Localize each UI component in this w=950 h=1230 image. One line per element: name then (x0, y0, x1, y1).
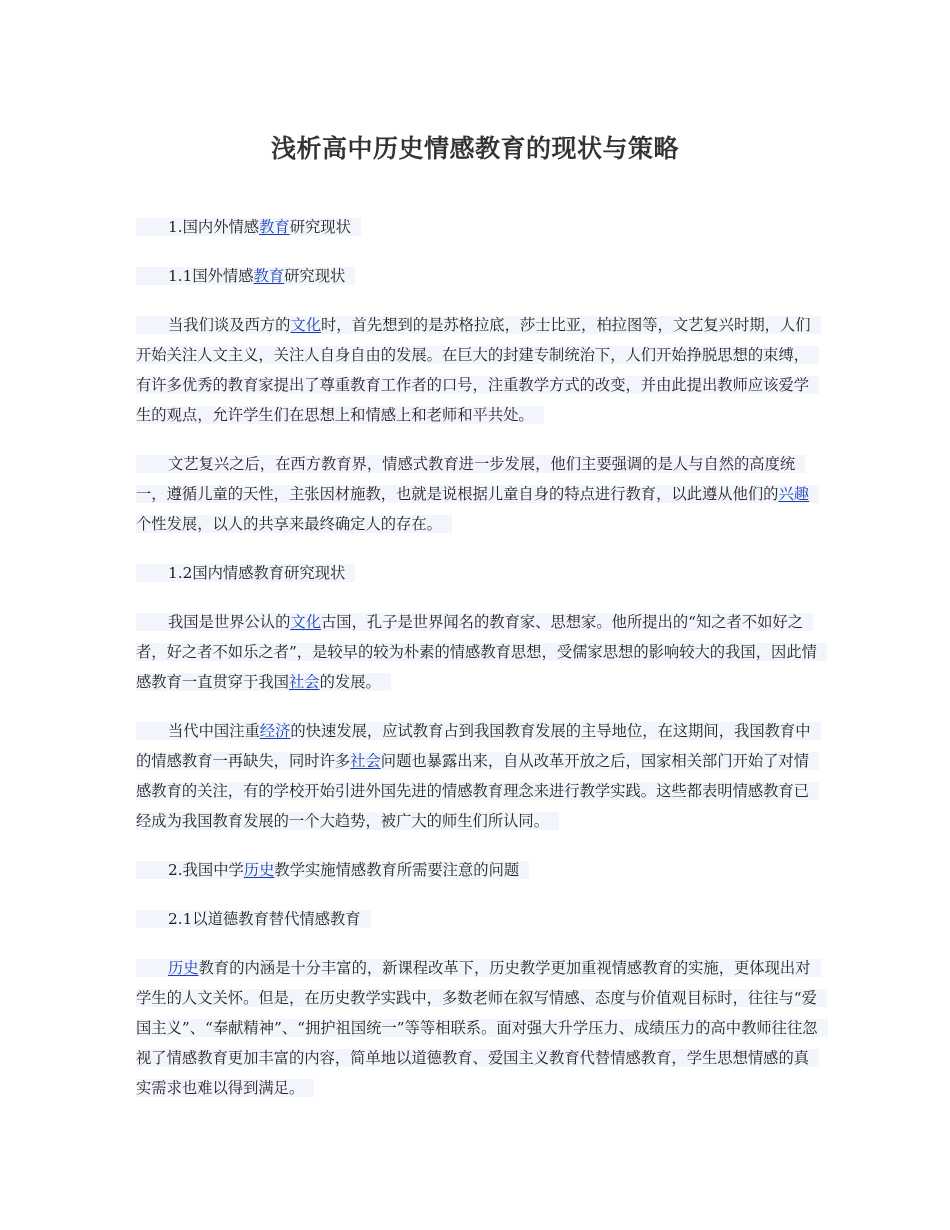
paragraph (136, 449, 820, 539)
paragraph-text (136, 861, 529, 879)
text-segment: 1.1国外情感 (168, 267, 254, 285)
text-segment: 的快速发展，应试教育占到我国教育发展的主导地位，在这期间，我国教育中的情感教育一再缺失，同时许多 (136, 722, 811, 770)
text-segment: 2.1以道德教育替代情感教育 (168, 910, 361, 928)
paragraph (136, 855, 820, 885)
paragraph-text (136, 910, 371, 928)
text-segment: 研究现状 (284, 267, 346, 285)
paragraph (136, 953, 820, 1103)
keyword-link[interactable]: 社会 (350, 752, 381, 770)
paragraph-text (136, 613, 827, 691)
document-title: 浅析高中历史情感教育的现状与策略 (270, 133, 679, 163)
text-segment: 教学实施情感教育所需要注意的问题 (274, 861, 520, 879)
document-body (136, 212, 820, 1103)
keyword-link[interactable]: 兴趣 (778, 485, 810, 503)
text-segment: 研究现状 (289, 218, 351, 236)
paragraph (136, 310, 820, 430)
paragraph-text (136, 722, 821, 830)
text-segment: 当代中国注重 (168, 722, 260, 740)
paragraph-text (136, 564, 355, 582)
keyword-link[interactable]: 教育 (259, 218, 290, 236)
keyword-link[interactable]: 社会 (288, 673, 320, 691)
keyword-link[interactable]: 历史 (168, 959, 199, 977)
text-segment: 古国，孔子是世界闻名的教育家、思想家。他所提出的“知之者不如好之者，好之者不如乐之者”，是较早的较为朴素的情感教育思想，受儒家思想的影响较大的我国，因此情感教育一直贯穿于我国 (136, 613, 817, 691)
text-segment: 2.我国中学 (168, 861, 244, 879)
paragraph (136, 558, 820, 588)
keyword-link[interactable]: 文化 (290, 316, 321, 334)
text-segment: 教育的内涵是十分丰富的，新课程改革下，历史教学更加重视情感教育的实施，更体现出对学生的人文关怀。但是，在历史教学实践中，多数老师在叙写情感、态度与价值观目标时，往往与“爱国主义”、“奉献精神”、“拥护祖国统一”等等相联系。面对强大升学压力、成绩压力的高中教师往往忽视了情感教育更加丰富的内容，简单地以道德教育、爱国主义教育代替情感教育，学生思想情感的真实需求也难以得到满足。 (136, 959, 818, 1097)
paragraph (136, 607, 820, 697)
text-segment: 文艺复兴之后，在西方教育界，情感式教育进一步发展，他们主要强调的是人与自然的高度统一，遵循儿童的天性，主张因材施教，也就是说根据儿童自身的特点进行教育，以此遵从他们的 (136, 455, 796, 503)
paragraph-text (136, 267, 355, 285)
keyword-link[interactable]: 教育 (253, 267, 285, 285)
keyword-link[interactable]: 经济 (259, 722, 291, 740)
text-segment: 问题也暴露出来，自从改革开放之后，国家相关部门开始了对情感教育的关注，有的学校开始引进外国先进的情感教育理念来进行教学实践。这些都表明情感教育已经成为我国教育发展的一个大趋势，被广大的师生们所认同。 (136, 752, 810, 830)
text-segment: 我国是世界公认的 (168, 613, 291, 631)
text-segment: 当我们谈及西方的 (168, 316, 291, 334)
paragraph (136, 212, 820, 242)
text-segment: 1.国内外情感 (168, 218, 260, 236)
text-segment: 1.2国内情感教育研究现状 (168, 564, 346, 582)
keyword-link[interactable]: 文化 (290, 613, 321, 631)
keyword-link[interactable]: 历史 (243, 861, 275, 879)
paragraph-text (136, 218, 361, 236)
paragraph (136, 904, 820, 934)
paragraph-text (136, 316, 821, 424)
text-segment: 的发展。 (319, 673, 381, 691)
paragraph (136, 716, 820, 836)
text-segment: 个性发展，以人的共享来最终确定人的存在。 (136, 515, 442, 533)
paragraph-text (136, 959, 828, 1097)
paragraph (136, 261, 820, 291)
text-segment: 时，首先想到的是苏格拉底，莎士比亚，柏拉图等，文艺复兴时期，人们开始关注人文主义，关注人自身自由的发展。在巨大的封建专制统治下，人们开始挣脱思想的束缚，有许多优秀的教育家提出了尊重教育工作者的口号，注重教学方式的改变，并由此提出教师应该爱学生的观点，允许学生们在思想上和情感上和老师和平共处。 (136, 316, 811, 424)
paragraph-text (136, 455, 819, 533)
